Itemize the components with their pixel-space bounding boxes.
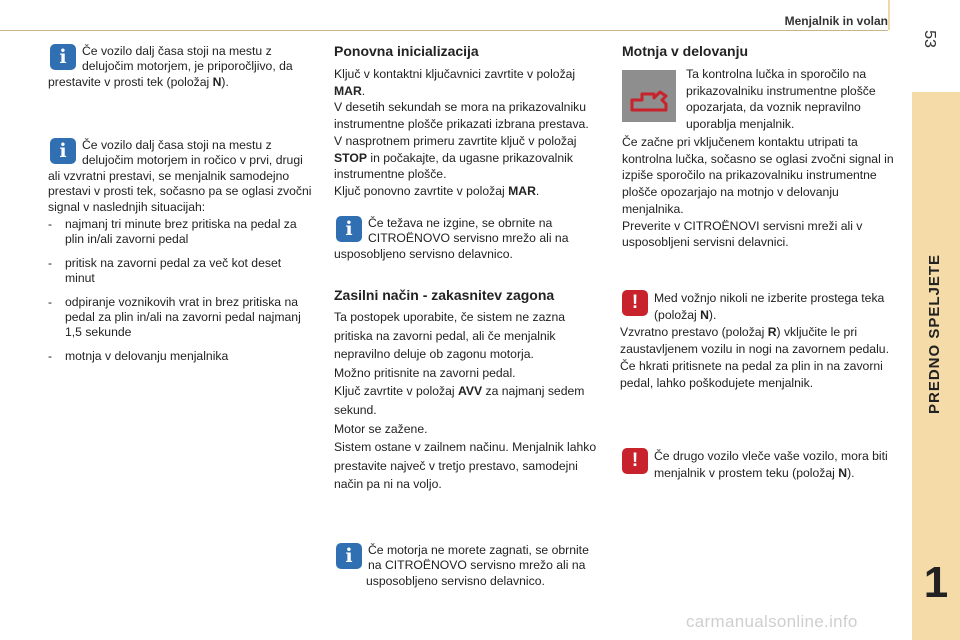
chapter-number: 1 [923, 558, 949, 607]
page-number: 53 [921, 30, 938, 48]
reinitialization-text: Ključ v kontaktni ključavnici zavrtite v položaj MAR. V desetih sekundah se mora na prikazovalniku instrumentne plošče prikazati izbrana prestava. V nasprotnem primeru zavrtite ključ v položaj STOP in počakajte, da ugasne prikazovalnik instrumentne plošče. Ključ ponovno zavrtite v položaj MAR. [334, 67, 589, 198]
info-icon [50, 138, 76, 164]
header-rule [0, 30, 888, 31]
list-item: - pritisk na zavorni pedal za več kot deset minut [48, 255, 282, 286]
section-heading-reinitialization: Ponovna inicializacija [334, 43, 479, 59]
info-note-engine-no-start: i Če motorja ne morete zagnati, se obrnite na CITROËNOVO servisno mrežo ali na usposobljeno servisno delavnico. [334, 543, 600, 589]
info-note-auto-neutral [48, 138, 314, 364]
info-note-idle-neutral: i Če vozilo dalj časa stoji na mestu z delujočim motorjem, je priporočljivo, da prestavite v prosti tek (položaj N). [48, 44, 314, 90]
info-icon [50, 44, 76, 70]
watermark: carmanualsonline.info [686, 612, 858, 631]
gearbox-warning-lamp-icon [622, 70, 676, 122]
malfunction-text: Če začne pri vključenem kontaktu utripati ta kontrolna lučka, sočasno se oglasi zvočni signal in izpiše sporočilo na prikazovalniku instrumentne plošče opozarjajo na motnjo v delovanju menjalnika. Preverite v CITROËNOVI servisni mreži ali v usposobljeni servisni delavnici. [622, 135, 894, 250]
section-heading-emergency-mode: Zasilni način - zakasnitev zagona [334, 287, 555, 303]
list-item: - najmanj tri minute brez pritiska na pedal za plin in/ali zavorni pedal [48, 217, 297, 247]
emergency-mode-text: Ta postopek uporabite, če sistem ne zazna pritiska na zavorni pedal, ali če menjalnik nepravilno deluje ob zagonu motorja. Možno pritisnite na zavorni pedal. Ključ zavrtite v položaj AVV za najmanj sedem sekund. Motor se zažene. Sistem ostane v zailnem načinu. Menjalnik lahko prestavite največ v tretjo prestavo, samodejni način pa ni na voljo. [334, 310, 597, 492]
warning-note-gear-selection: ! Med vožnjo nikoli ne izberite prostega teka (položaj N). Vzvratno prestavo (položaj R) vključite le pri zaustavljenem vozilu in nogi na zavornem pedalu. Če hkrati pritisnete na pedal za plin in na zavorni pedal, lahko poškodujete menjalnik. [620, 290, 892, 392]
lamp-description: Ta kontrolna lučka in sporočilo na prikazovalniku instrumentne plošče opozarjata, da voznik nepravilno uporablja menjalnik. [686, 67, 876, 132]
info-icon [336, 216, 362, 242]
section-heading-malfunction: Motnja v delovanju [622, 43, 749, 59]
list-item: - odpiranje voznikovih vrat in brez pritiska na pedal za plin in/ali na zavorni pedal najmanj 1,5 sekunde [48, 294, 301, 340]
info-icon [336, 543, 362, 569]
chapter-title: PREDNO SPELJETE [926, 253, 943, 414]
warning-icon [622, 290, 648, 316]
warning-note-towing: ! Če drugo vozilo vleče vaše vozilo, mora biti menjalnik v prostem teku (položaj N). [620, 448, 892, 482]
list-item: - motnja v delovanju menjalnika [48, 348, 229, 363]
warning-icon [622, 448, 648, 474]
page-header-title: Menjalnik in volan [784, 14, 888, 28]
info-note-contact-service: i Če težava ne izgine, se obrnite na CITROËNOVO servisno mrežo ali na usposobljeno servisno delavnico. [334, 216, 600, 262]
auto-neutral-intro: Če vozilo dalj časa stoji na mestu z delujočim motorjem in ročico v prvi, drugi ali vzvratni prestavi, se menjalnik samodejno prestavi v prosti tek, sočasno pa se oglasi zvočni signal v naslednjih situacijah: [48, 138, 312, 214]
header-accent-line [888, 0, 890, 30]
